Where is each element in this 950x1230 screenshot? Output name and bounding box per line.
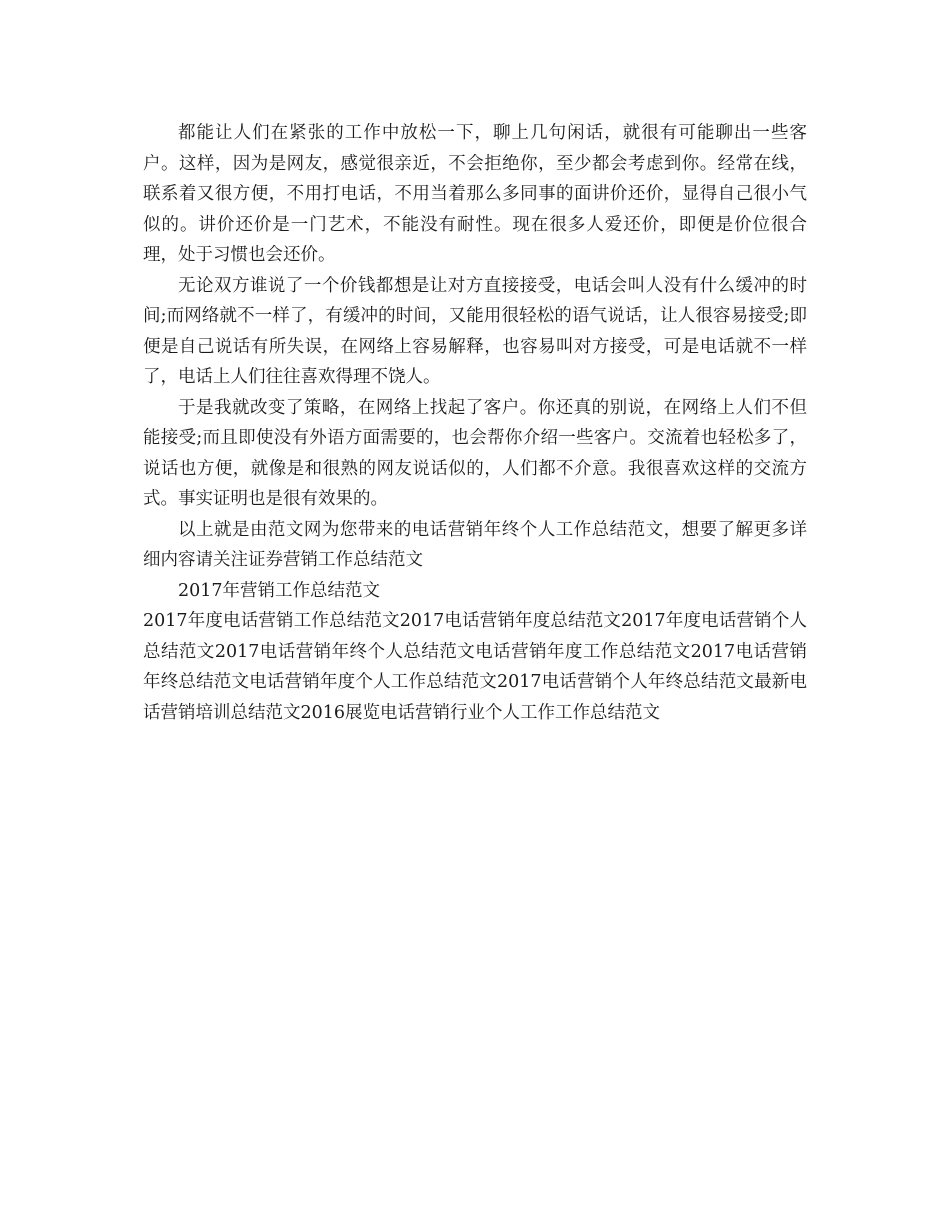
body-paragraph: 无论双方谁说了一个价钱都想是让对方直接接受，电话会叫人没有什么缓冲的时间;而网络就不一样了，有缓冲的时间，又能用很轻松的语气说话，让人很容易接受;即便是自己说话有所失误，在网络上容易解释，也容易叫对方接受，可是电话就不一样了，电话上人们往往喜欢得理不饶人。 [143, 275, 807, 387]
body-paragraph: 都能让人们在紧张的工作中放松一下，聊上几句闲话，就很有可能聊出一些客户。这样，因为是网友，感觉很亲近，不会拒绝你，至少都会考虑到你。经常在线，联系着又很方便，不用打电话，不用当着那么多同事的面讲价还价，显得自己很小气似的。讲价还价是一门艺术，不能没有耐性。现在很多人爱还价，即便是价位很合理，处于习惯也会还价。 [143, 123, 807, 265]
related-link[interactable]: 2017年度电话营销工作总结范文 [143, 611, 400, 631]
related-links [143, 606, 807, 728]
body-paragraph: 于是我就改变了策略，在网络上找起了客户。你还真的别说，在网络上人们不但能接受;而且即使没有外语方面需要的，也会帮你介绍一些客户。交流着也轻松多了，说话也方便，就像是和很熟的网友说话似的，人们都不介意。我很喜欢这样的交流方式。事实证明也是很有效果的。 [143, 397, 807, 509]
related-link[interactable]: 2017电话营销年终总结范文 [143, 641, 807, 692]
related-link[interactable]: 2017电话营销年终个人总结范文 [214, 641, 476, 662]
body-paragraph: 以上就是由范文网为您带来的电话营销年终个人工作总结范文，想要了解更多详细内容请关注证券营销工作总结范文 [143, 519, 807, 570]
related-link[interactable]: 电话营销年度个人工作总结范文 [249, 672, 497, 692]
related-link[interactable]: 2017电话营销年度总结范文 [399, 611, 622, 631]
related-link[interactable]: 2017电话营销个人年终总结范文 [496, 672, 755, 692]
related-link[interactable]: 电话营销年度工作总结范文 [475, 641, 691, 662]
related-link[interactable]: 2017年度电话营销个人总结范文 [143, 611, 807, 662]
related-link[interactable]: 最新电话营销培训总结范文 [143, 672, 808, 723]
section-heading: 2017年营销工作总结范文 [178, 580, 381, 601]
document-page [143, 118, 807, 728]
related-link[interactable]: 2016展览电话营销行业个人工作工作总结范文 [300, 702, 661, 723]
